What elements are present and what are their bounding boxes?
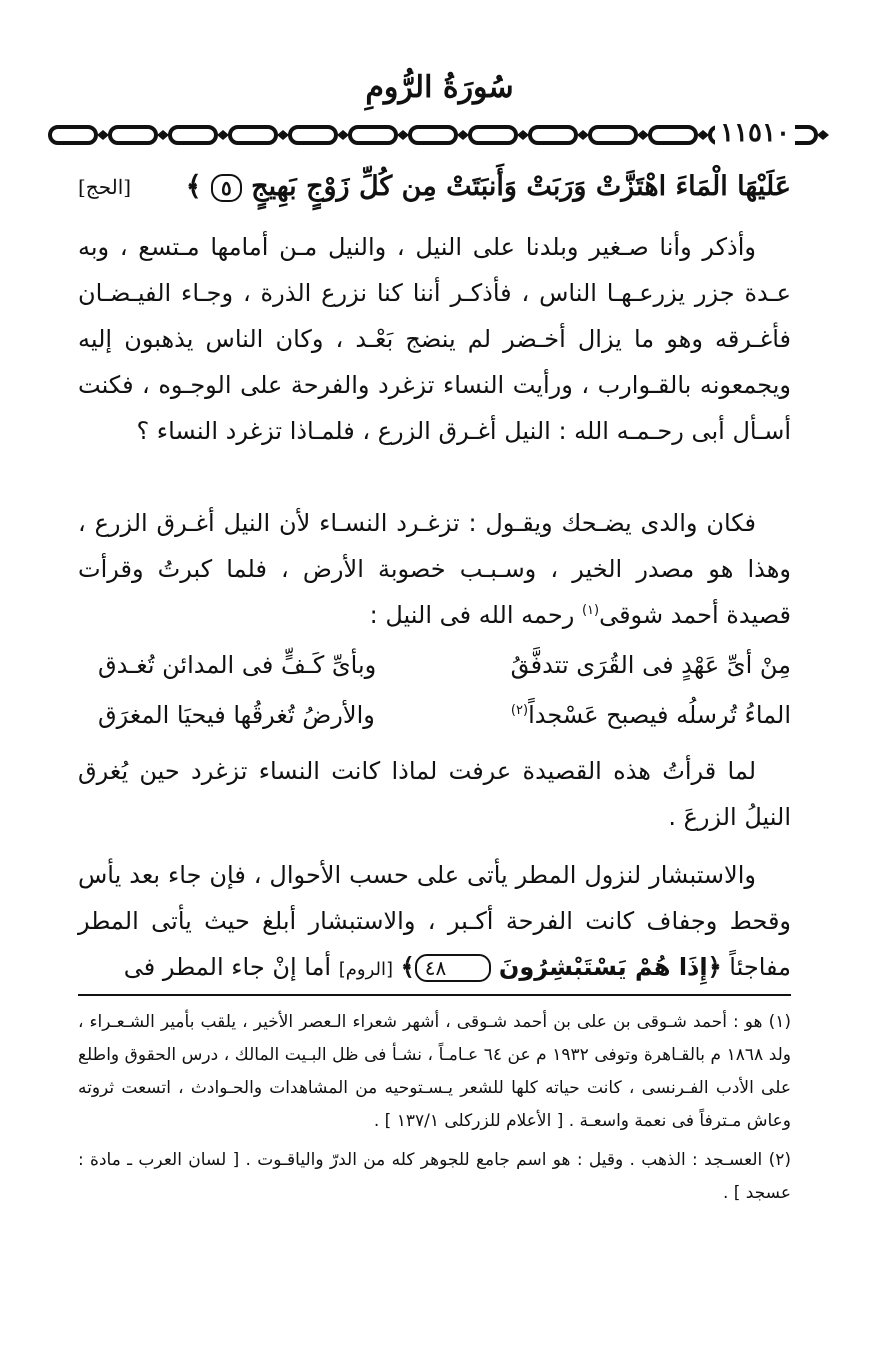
footnote-divider: [78, 994, 791, 996]
poem-line-2: [98, 690, 791, 740]
chain-diamond: [217, 130, 229, 140]
footnote-2: (٢) العسـجد : الذهب . وقيل : هو اسم جامع للجوهر كله من الدرّ والياقـوت . [ لسان العرب ـ مادة : عسجد ] .: [78, 1150, 791, 1203]
chain-diamond: [337, 130, 349, 140]
chain-link: [590, 127, 636, 143]
chain-diamond: [97, 130, 109, 140]
chain-diamond: [397, 130, 409, 140]
quote-reference: [الحج]: [78, 175, 132, 199]
chain-link: [410, 127, 456, 143]
surah-title: سُورَةُ الرُّومِ: [365, 70, 514, 105]
quran-quote-text: عَلَيْهَا الْمَاءَ اهْتَزَّتْ وَرَبَتْ وَأَنبَتَتْ مِن كُلِّ زَوْجٍ بَهِيجٍ: [251, 171, 791, 202]
quran-inline-quote: ﴿إِذَا هُمْ يَسْتَبْشِرُونَ: [498, 953, 722, 981]
paragraph-2-tail: رحمه الله فى النيل :: [369, 601, 582, 629]
paragraph-4-tail: أما إنْ جاء المطر فى: [123, 953, 339, 981]
inline-ayah-marker: ٤٨: [415, 954, 491, 982]
poem-line-1-right-hemistich: مِنْ أىِّ عَهْدٍ فى القُرَى تتدفَّقُ: [510, 651, 791, 679]
chain-link: [650, 127, 696, 143]
footnote-ref-2: (٢): [510, 703, 529, 718]
chain-link: [50, 127, 96, 143]
chain-link: [530, 127, 576, 143]
chain-diamond: [577, 130, 589, 140]
chain-diamond: [637, 130, 649, 140]
chain-diamond: [517, 130, 529, 140]
poem: [98, 640, 791, 740]
chain-diamond: [697, 130, 709, 140]
poem-line-2-right-hemistich: [511, 690, 791, 740]
poem-line-2-left-hemistich: والأرضُ تُغرقُها فيحيَا المغرَق: [98, 701, 375, 729]
paragraph-3: لما قرأتُ هذه القصيدة عرفت لماذا كانت النساء تزغرد حين يُغرق النيلُ الزرعَ .: [78, 757, 791, 831]
chain-link: [110, 127, 156, 143]
chain-link: [470, 127, 516, 143]
chain-link: [290, 127, 336, 143]
quran-quote-line: [78, 163, 791, 211]
paragraph-2-text: فكان والدى يضـحك ويقـول : تزغـرد النسـاء لأن النيل أغـرق الزرع ، وهذا هو مصدر الخير ، وسـبـب خصوبة الأرض ، فلما كبرتُ وقرأت قصيدة أحمد شوقى: [78, 509, 791, 629]
inline-quote-reference: [الروم]: [338, 959, 394, 980]
chain-link: [170, 127, 216, 143]
chain-diamond: [277, 130, 289, 140]
paragraph-2: [78, 500, 791, 638]
paragraph-1: وأذكر وأنا صـغير وبلدنا على النيل ، والنيل مـن أمامها مـتسع ، وبه عـدة جزر يزرعـهـا الناس ، فأذكـر أننا كنا نزرع الذرة ، وجـاء الفيـضـان فأغـرقه وهو ما يزال أخـضر لم ينضج بَعْـد ، وكان الناس يذهبون إليه ويجمعونه بالقـوارب ، ورأيت النساء تزغرد والفرحة على الوجـوه ، فكنت أسـأل أبى رحـمـه الله : النيل أغـرق الزرع ، فلمـاذا تزغرد النساء ؟: [78, 233, 791, 445]
paragraph-4-text: والاستبشار لنزول المطر يأتى على حسب الأحوال ، فإن جاء بعد يأس وقحط وجفاف كانت الفرحة أكـبر ، والاستبشار أبلغ حيث يأتى المطر مفاجئاً: [78, 861, 791, 981]
footnote-1: (١) هو : أحمد شـوقى بن على بن أحمد شـوقى ، أشهر شعراء الـعصر الأخير ، يلقب بأمير الشـعـراء ، ولد ١٨٦٨ م بالقـاهرة وتوفى ١٩٣٢ م عن ٦٤ عـامـاً ، نشـأ فى ظل البـيت المالك ، درس الحقوق واطلع على الأدب الفـرنسى ، كانت حياته كلها للشعر يـسـتوحيه من المشاهدات والحـوادث ، اتسعت ثروته وعاش مـترفاً فى نعمة واسعـة . [ الأعلام للزركلى ١٣٧/١ ] .: [78, 1012, 792, 1131]
quote-end-bracket: ﴾: [185, 171, 202, 202]
footnotes: [78, 1006, 791, 1216]
poem-line-1: [98, 640, 791, 690]
footnote-ref-1: (١): [581, 603, 600, 618]
ayah-number-marker: ٥: [211, 174, 242, 202]
paragraph-4: [78, 852, 791, 993]
inline-quote-end-bracket: ﴾: [400, 953, 415, 981]
poem-line-1-left-hemistich: وبأىِّ كَـفٍّ فى المدائن تُغـدق: [98, 651, 377, 679]
chain-link: [230, 127, 276, 143]
chain-diamond: [817, 130, 829, 140]
poem-line-2-right-text: الماءُ تُرسلُه فيصبح عَسْجداً: [528, 701, 791, 729]
chain-link: [350, 127, 396, 143]
chain-diamond: [157, 130, 169, 140]
page-number: ١١٥١٠: [715, 116, 795, 150]
chain-diamond: [457, 130, 469, 140]
